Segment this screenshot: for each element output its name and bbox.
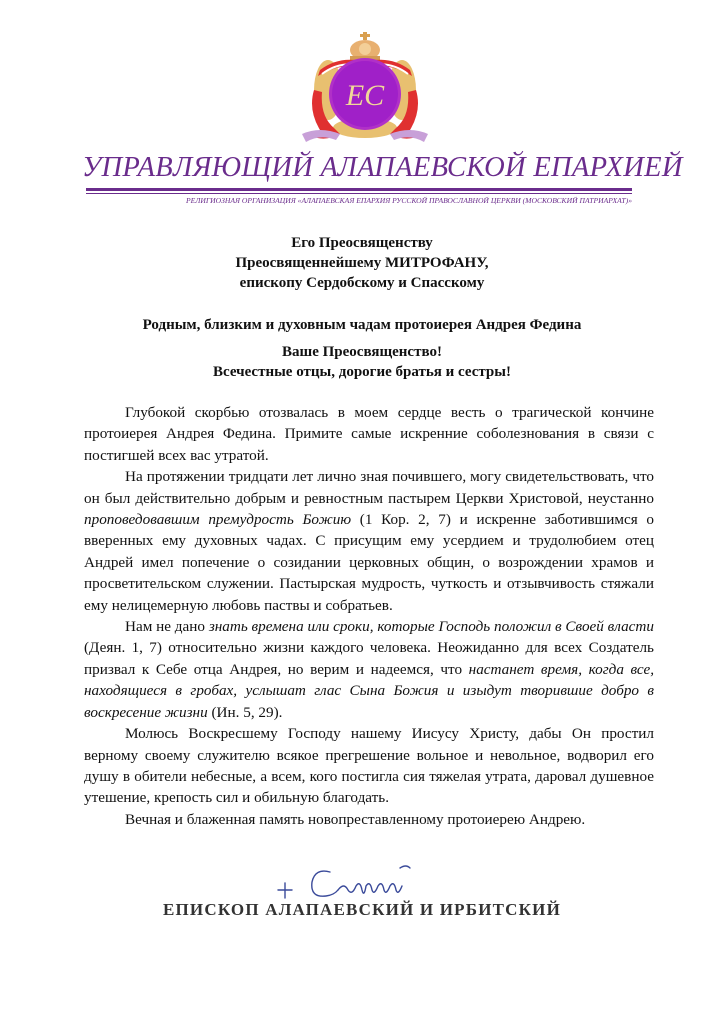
letter-body (84, 402, 654, 830)
paragraph-4: Молюсь Воскресшему Господу нашему Иисусу Христу, дабы Он простил верному своему служителю всякое прегрешение вольное и невольное, водворил его душу в обители небесные, а всем, кого постигла сия тяжелая утрата, даровал душевное утешение, крепость сил и обильную благодать. (84, 725, 654, 807)
handwritten-signature (260, 860, 460, 904)
paragraph-1: Глубокой скорбью отозвалась в моем сердце весть о трагической кончине протоиерея Андрея Федина. Примите самые искренние соболезнования в связи с постигшей всех вас утратой. (84, 404, 654, 464)
text-run: (Деян. 1, 7) относительно жизни каждого человека. Неожиданно для всех Создатель призвал к Себе отца Андрея, но верим и надеемся, что (84, 639, 654, 678)
text-run: Нам не дано (125, 618, 209, 636)
scripture-quote: знать времена или сроки, которые Господь положил в Своей власти (208, 618, 654, 636)
text-run: (1 Кор. 2, 7) и искренне заботившимся о вверенных ему духовных чадах. С присущим ему усердием и трудолюбием отец Андрей имел попечение о созидании церковных общин, о возрождении храмов и просветительском служении. Пастырская мудрость, чуткость и отзывчивость стяжали ему нелицемерную любовь паствы и собратьев. (84, 511, 654, 614)
paragraph-3 (84, 616, 654, 723)
text-run: (Ин. 5, 29). (207, 703, 283, 721)
header-rule-thick (86, 188, 632, 191)
greeting-block (0, 342, 724, 382)
monogram: ЕС (345, 79, 385, 112)
header-rule-thin (86, 193, 632, 194)
text-run: На протяжении тридцати лет лично зная почившего, могу свидетельствовать, что он был действительно добрым и ревностным пастырем Церкви Христовой, неустанно (84, 468, 654, 507)
org-subtitle: РЕЛИГИОЗНАЯ ОРГАНИЗАЦИЯ «АЛАПАЕВСКАЯ ЕПАРХИЯ РУССКОЙ ПРАВОСЛАВНОЙ ЦЕРКВИ (МОСКОВСКИЙ ПАТРИАРХАТ)» (185, 196, 632, 205)
addressee-block (0, 233, 724, 293)
signature-block (0, 860, 724, 940)
addressee-line: Преосвященнейшему МИТРОФАНУ, (235, 255, 489, 271)
crown-icon (350, 32, 380, 62)
addressee-line: Его Преосвященству (291, 235, 433, 251)
signature-text: + Сергий (260, 860, 264, 861)
greeting-line: Ваше Преосвященство! (282, 344, 442, 360)
paragraph-5: Вечная и блаженная память новопреставленному протоиерею Андрею. (125, 810, 586, 828)
org-title: УПРАВЛЯЮЩИЙ АЛАПАЕВСКОЙ ЕПАРХИЕЙ (82, 152, 683, 183)
diocese-emblem-icon (300, 30, 430, 145)
scripture-quote: проповедовавшим премудрость Божию (84, 511, 352, 529)
addressee-line: епископу Сердобскому и Спасскому (239, 275, 485, 291)
greeting-line: Всечестные отцы, дорогие братья и сестры! (213, 364, 511, 380)
signatory-title: ЕПИСКОП АЛАПАЕВСКИЙ И ИРБИТСКИЙ (162, 900, 562, 919)
recipients-line: Родным, близким и духовным чадам протоиерея Андрея Федина (142, 317, 582, 333)
paragraph-2 (84, 466, 654, 616)
scripture-quote: настанет время, когда все, находящиеся в гробах, услышат глас Сына Божия и изыдут творившие добро в воскресение жизни (84, 660, 654, 721)
